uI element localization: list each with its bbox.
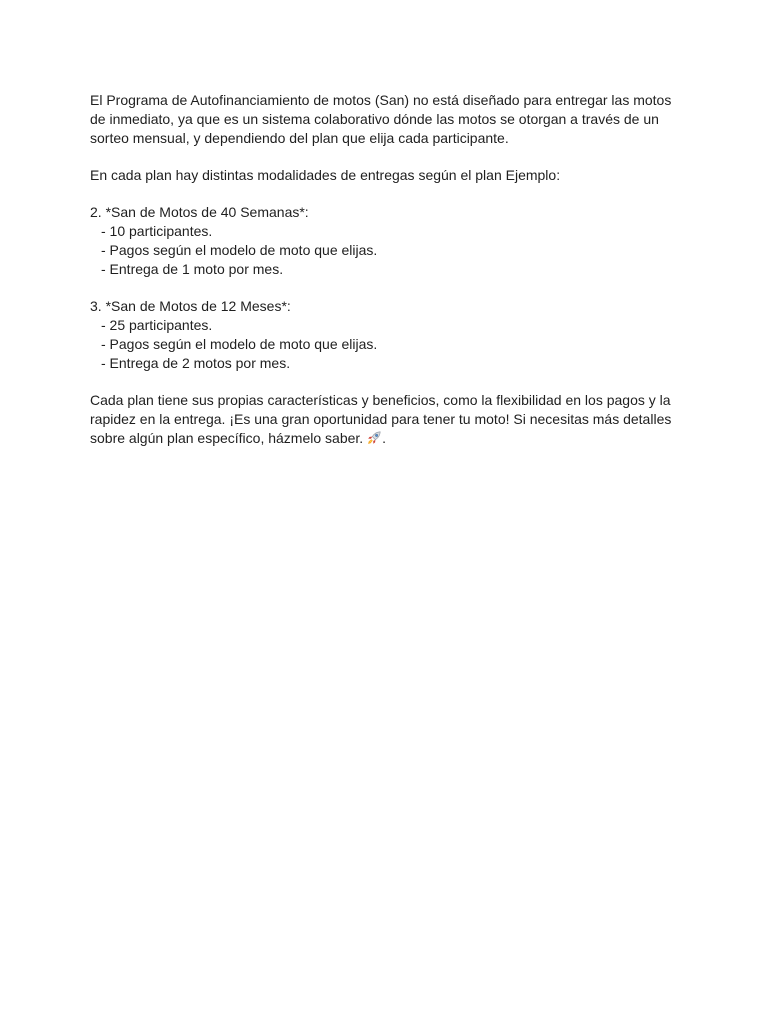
modalities-paragraph: En cada plan hay distintas modalidades de entregas según el plan Ejemplo:	[90, 167, 561, 183]
document-body	[90, 91, 680, 466]
plan-item: - Pagos según el modelo de moto que elijas.	[101, 242, 378, 258]
closing-text: Cada plan tiene sus propias características y beneficios, como la flexibilidad en los pagos y la rapidez en la entrega. ¡Es una gran oportunidad para tener tu moto! Si necesitas más detalles sobre algún plan específico, házmelo saber.	[90, 392, 672, 446]
closing-period: .	[382, 430, 387, 446]
plan-item: - 25 participantes.	[101, 317, 213, 333]
plan-item: - 10 participantes.	[101, 223, 213, 239]
intro-paragraph: El Programa de Autofinanciamiento de motos (San) no está diseñado para entregar las motos de inmediato, ya que es un sistema colaborativo dónde las motos se otorgan a través de un sorteo mensual, y dependiendo del plan que elija cada participante.	[90, 92, 672, 146]
plan-item: - Pagos según el modelo de moto que elijas.	[101, 336, 378, 352]
plan-title: 2. *San de Motos de 40 Semanas*:	[90, 204, 309, 220]
rocket-icon	[366, 430, 382, 446]
plan-item: - Entrega de 2 motos por mes.	[101, 355, 291, 371]
plan-section	[90, 297, 680, 373]
closing-paragraph	[90, 391, 680, 448]
plan-section	[90, 203, 680, 279]
plan-title: 3. *San de Motos de 12 Meses*:	[90, 298, 291, 314]
plan-item: - Entrega de 1 moto por mes.	[101, 261, 284, 277]
